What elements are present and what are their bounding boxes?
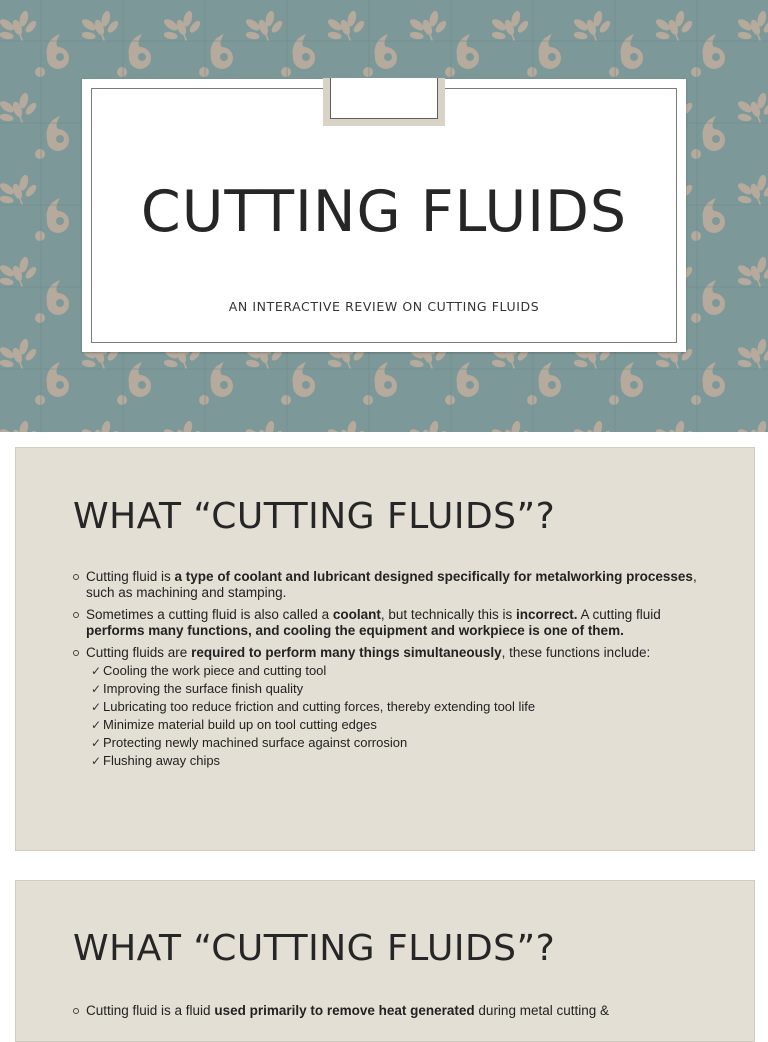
bullet-text: Sometimes a cutting fluid is also called a coolant, but technically this is incorrect. A cutting fluid performs many functions, and cooling the equipment and workpiece is one of them. bbox=[86, 607, 661, 638]
checkmark-icon: ✓ bbox=[91, 753, 102, 768]
function-checklist bbox=[86, 662, 713, 770]
bullet-icon bbox=[73, 612, 79, 618]
bullet-list bbox=[73, 569, 713, 777]
checklist-item: ✓ Flushing away chips bbox=[91, 752, 221, 768]
checkmark-icon: ✓ bbox=[91, 681, 102, 696]
checkmark-icon: ✓ bbox=[91, 663, 102, 678]
slide-heading: WHAT “CUTTING FLUIDS”? bbox=[73, 496, 556, 537]
slide-heading: WHAT “CUTTING FLUIDS”? bbox=[73, 928, 556, 969]
checklist-item: ✓ Improving the surface finish quality bbox=[91, 680, 304, 696]
checklist-item: ✓ Cooling the work piece and cutting tool bbox=[91, 662, 327, 678]
bullet-icon bbox=[73, 650, 79, 656]
checkmark-icon: ✓ bbox=[91, 717, 102, 732]
bullet-item bbox=[73, 645, 713, 770]
bullet-text: Cutting fluid is a type of coolant and lubricant designed specifically for metalworking processes, such as machining and stamping. bbox=[86, 569, 697, 600]
checklist-item: ✓ Minimize material build up on tool cutting edges bbox=[91, 716, 377, 732]
content-slide-3 bbox=[15, 880, 755, 1042]
bullet-item bbox=[73, 569, 713, 600]
checklist-item: ✓ Protecting newly machined surface against corrosion bbox=[91, 734, 408, 750]
presentation-title: CUTTING FLUIDS bbox=[140, 179, 628, 245]
content-slide-2 bbox=[15, 447, 755, 851]
title-card-tab bbox=[323, 78, 445, 126]
bullet-item bbox=[73, 1003, 713, 1019]
checkmark-icon: ✓ bbox=[91, 699, 102, 714]
bullet-item bbox=[73, 607, 713, 638]
checkmark-icon: ✓ bbox=[91, 735, 102, 750]
title-slide bbox=[0, 0, 768, 432]
presentation-subtitle: AN INTERACTIVE REVIEW ON CUTTING FLUIDS bbox=[228, 299, 540, 314]
title-card bbox=[82, 79, 686, 352]
bullet-icon bbox=[73, 1008, 79, 1014]
bullet-icon bbox=[73, 574, 79, 580]
title-card-tab-inner bbox=[330, 78, 438, 119]
bullet-list bbox=[73, 1003, 713, 1026]
bullet-text: Cutting fluid is a fluid used primarily to remove heat generated during metal cutting & bbox=[86, 1003, 609, 1018]
checklist-item: ✓ Lubricating too reduce friction and cutting forces, thereby extending tool life bbox=[91, 698, 536, 714]
bullet-text: Cutting fluids are required to perform many things simultaneously, these functions include: bbox=[86, 645, 651, 660]
